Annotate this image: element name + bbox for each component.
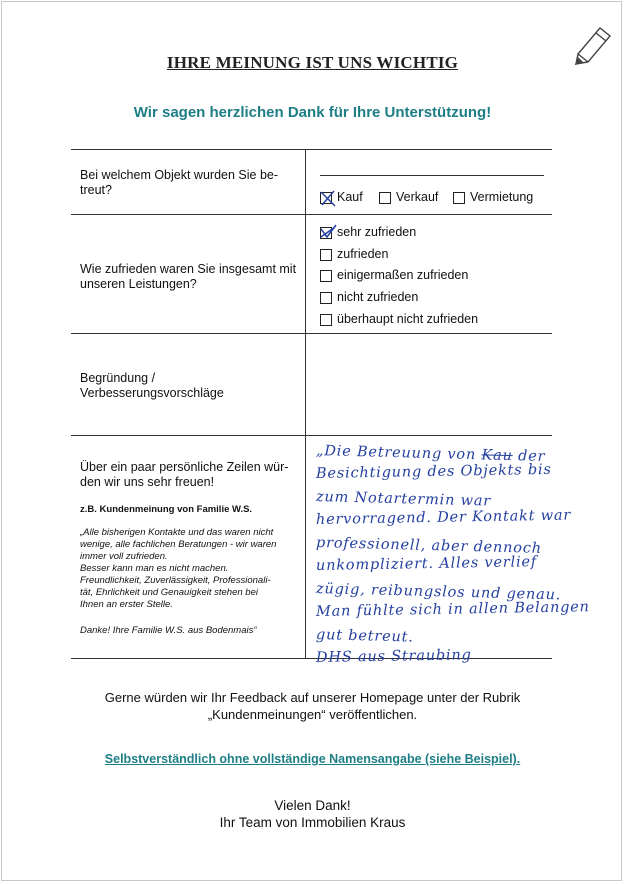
option-label: zufrieden xyxy=(337,247,389,261)
page-subtitle: Wir sagen herzlichen Dank für Ihre Unterstützung! xyxy=(133,104,492,121)
option-label: Vermietung xyxy=(470,190,534,204)
option-vermietung[interactable] xyxy=(453,190,533,205)
row-divider-2 xyxy=(71,333,552,334)
checkbox-nicht-zufrieden[interactable] xyxy=(320,292,332,304)
option-label: überhaupt nicht zufrieden xyxy=(337,312,479,326)
handwritten-line: zum Notartermin war xyxy=(315,489,492,510)
closing-thanks: Vielen Dank! Ihr Team von Immobilien Kraus xyxy=(219,798,406,830)
personal-question: Über ein paar persönliche Zeilen wür- den wir uns sehr freuen! xyxy=(80,460,289,489)
option-label: Kauf xyxy=(337,190,363,204)
handwritten-line: Man fühlte sich in allen Belangen xyxy=(315,599,590,620)
handwritten-line: gut betreut. xyxy=(315,627,414,646)
option-verkauf[interactable] xyxy=(379,190,438,205)
handwritten-line: professionell, aber dennoch xyxy=(315,535,543,557)
option-label: sehr zufrieden xyxy=(337,225,417,239)
handwritten-line: „Die Betreuung von Kau der xyxy=(315,443,546,466)
reason-label: Begründung / Verbesserungsvorschläge xyxy=(80,371,224,400)
option-label: einigermaßen zufrieden xyxy=(337,268,469,282)
page-title: IHRE MEINUNG IST UNS WICHTIG xyxy=(166,53,459,72)
column-divider xyxy=(305,149,306,659)
handwritten-line: Besichtigung des Objekts bis xyxy=(315,461,552,482)
footer-text: Gerne würden wir Ihr Feedback auf unserer Homepage unter der Rubrik „Kundenmeinungen“ veröffentlichen. xyxy=(104,690,521,722)
handwritten-line: unkompliziert. Alles verlief xyxy=(315,554,538,574)
checkbox-kauf[interactable] xyxy=(320,192,332,204)
option-label: Verkauf xyxy=(396,190,439,204)
satisfaction-question: Wie zufrieden waren Sie insgesamt mit unseren Leistungen? xyxy=(80,262,297,291)
checkbox-sehr-zufrieden[interactable] xyxy=(320,227,332,239)
checkbox-zufrieden[interactable] xyxy=(320,249,332,261)
example-signature: Danke! Ihre Familie W.S. aus Bodenmais“ xyxy=(80,625,257,636)
checkbox-vermietung[interactable] xyxy=(453,192,465,204)
handwritten-line: zügig, reibungslos und genau. xyxy=(315,581,562,604)
reason-field[interactable] xyxy=(308,336,550,432)
example-quote: „Alle bisherigen Kontakte und das waren nicht wenige, alle fachlichen Beratungen - wir waren immer voll zufrieden. Besser kann man es nicht machen. Freundlichkeit, Zuverlässigkeit, Professionali- tät, Ehrlichkeit und Genauigkeit stehen bei Ihnen an erster Stelle. xyxy=(80,527,277,610)
option-sehr-zufrieden[interactable] xyxy=(320,225,416,240)
checkbox-einigermassen-zufrieden[interactable] xyxy=(320,270,332,282)
option-kauf[interactable] xyxy=(320,190,363,205)
checkbox-verkauf[interactable] xyxy=(379,192,391,204)
handwritten-line: DHS aus Straubing xyxy=(315,647,472,666)
check-mark-icon xyxy=(319,223,337,243)
option-label: nicht zufrieden xyxy=(337,290,419,304)
footer-note: Selbstverständlich ohne vollständige Namensangabe (siehe Beispiel). xyxy=(104,752,521,766)
row-divider-1 xyxy=(71,214,552,215)
option-zufrieden[interactable] xyxy=(320,247,388,262)
object-question: Bei welchem Objekt wurden Sie be- treut? xyxy=(80,168,279,197)
option-nicht-zufrieden[interactable] xyxy=(320,290,418,305)
handwritten-line: hervorragend. Der Kontakt war xyxy=(315,507,572,528)
option-einigermassen-zufrieden[interactable] xyxy=(320,268,468,283)
table-top-line xyxy=(71,149,552,150)
check-mark-icon xyxy=(319,188,337,208)
handwritten-feedback[interactable] xyxy=(316,440,616,670)
object-address-field[interactable] xyxy=(320,175,544,176)
row-divider-3 xyxy=(71,435,552,436)
option-ueberhaupt-nicht-zufrieden[interactable] xyxy=(320,312,478,327)
checkbox-ueberhaupt-nicht-zufrieden[interactable] xyxy=(320,314,332,326)
example-heading: z.B. Kundenmeinung von Familie W.S. xyxy=(80,504,253,515)
